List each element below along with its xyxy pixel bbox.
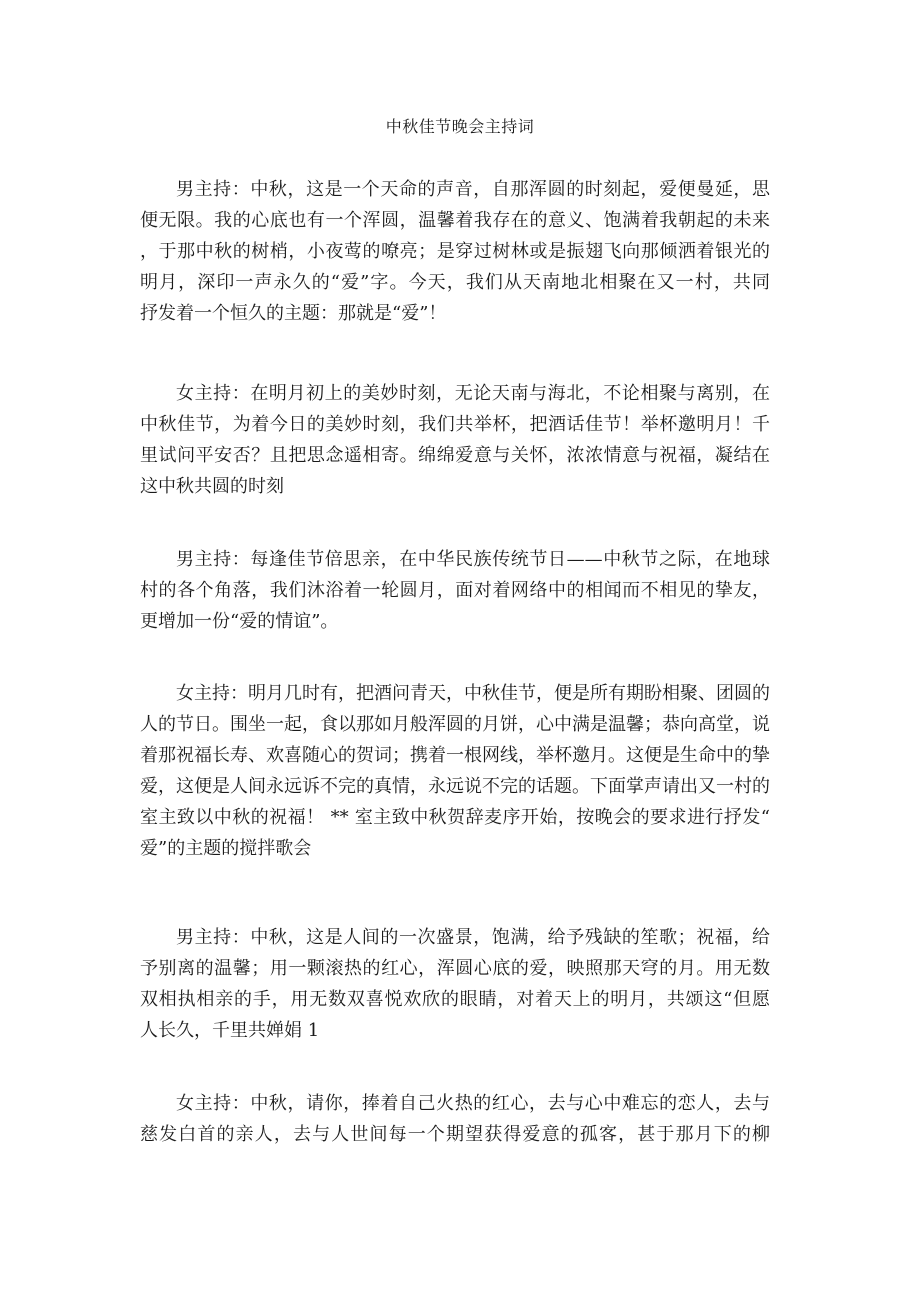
text-line: 着那祝福长寿、欢喜随心的贺词；携着一根网线，举杯邀月。这便是生命中的挚 — [140, 745, 770, 766]
text-line: 人长久，千里共婵娟 1 — [140, 1020, 320, 1041]
text-line: 女主持：明月几时有，把酒问青天，中秋佳节，便是所有期盼相聚、团圆的 — [176, 683, 770, 704]
document-title: 中秋佳节晚会主持词 — [385, 117, 535, 136]
text-line: 村的各个角落，我们沐浴着一轮圆月，面对着网络中的相闻而不相见的挚友， — [140, 580, 770, 601]
text-line: 慈发白首的亲人，去与人世间每一个期望获得爱意的孤客，甚于那月下的柳 — [140, 1124, 770, 1145]
text-line: 抒发着一个恒久的主题：那就是“爱”！ — [140, 303, 447, 324]
text-line: 室主致以中秋的祝福！ ** 室主致中秋贺辞麦序开始，按晚会的要求进行抒发“ — [140, 807, 770, 828]
paragraph-male-host-2 — [140, 544, 770, 637]
text-line: 更增加一份“爱的情谊”。 — [140, 611, 339, 632]
text-line: 男主持：中秋，这是人间的一次盛景，饱满，给予残缺的笙歌；祝福，给 — [176, 927, 770, 948]
text-line: ，于那中秋的树梢，小夜莺的嘹亮；是穿过树林或是振翅飞向那倾洒着银光的 — [140, 241, 770, 262]
text-line: 女主持：中秋，请你，捧着自己火热的红心，去与心中难忘的恋人，去与 — [176, 1093, 770, 1114]
paragraph-male-host-1 — [140, 174, 770, 329]
text-line: 予别离的温馨；用一颗滚热的红心，浑圆心底的爱，映照那天穹的月。用无数 — [140, 958, 770, 979]
text-line: 男主持：每逢佳节倍思亲，在中华民族传统节日——中秋节之际，在地球 — [176, 549, 770, 570]
paragraph-female-host-3 — [140, 1088, 770, 1150]
text-line: 中秋佳节，为着今日的美妙时刻，我们共举杯，把酒话佳节！举杯邀明月！千 — [140, 414, 770, 435]
paragraph-male-host-3 — [140, 922, 770, 1046]
text-line: 人的节日。围坐一起，食以那如月般浑圆的月饼，心中满是温馨；恭向高堂，说 — [140, 714, 770, 735]
text-line: 明月，深印一声永久的“爱”字。今天，我们从天南地北相聚在又一村，共同 — [140, 272, 770, 293]
text-line: 里试问平安否？且把思念遥相寄。绵绵爱意与关怀，浓浓情意与祝福，凝结在 — [140, 445, 770, 466]
text-line: 女主持：在明月初上的美妙时刻，无论天南与海北，不论相聚与离别，在 — [176, 383, 770, 404]
text-line: 双相执相亲的手，用无数双喜悦欢欣的眼睛，对着天上的明月，共颂这“但愿 — [140, 989, 770, 1010]
paragraph-female-host-1 — [140, 378, 770, 502]
text-line: 便无限。我的心底也有一个浑圆，温馨着我存在的意义、饱满着我朝起的未来 — [140, 210, 770, 231]
text-line: 这中秋共圆的时刻 — [140, 476, 284, 497]
text-line: 爱，这便是人间永远诉不完的真情，永远说不完的话题。下面掌声请出又一村的 — [140, 776, 770, 797]
text-line: 爱”的主题的搅拌歌会 — [140, 838, 312, 859]
paragraph-female-host-2 — [140, 678, 770, 864]
text-line: 男主持：中秋，这是一个天命的声音，自那浑圆的时刻起，爱便曼延，思 — [176, 179, 770, 200]
